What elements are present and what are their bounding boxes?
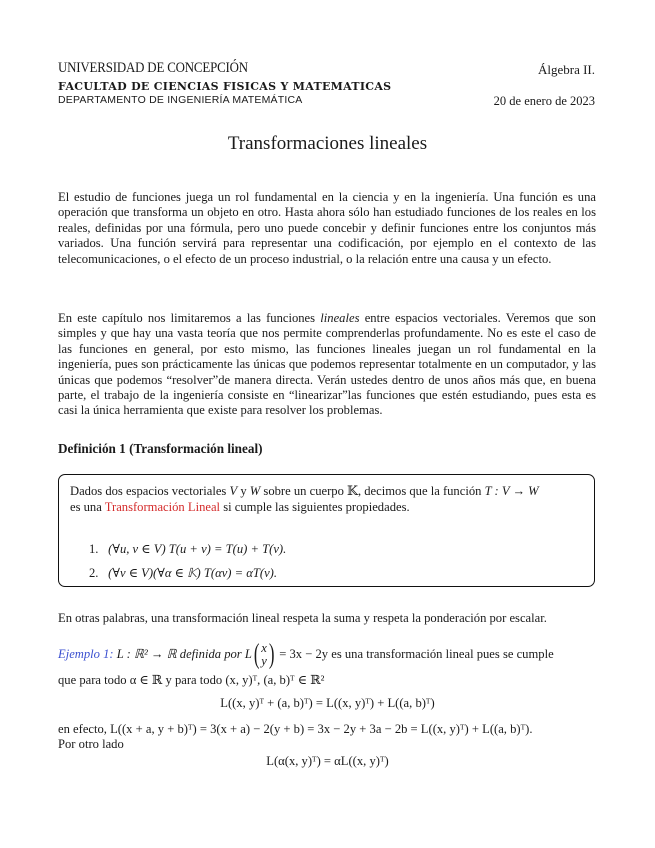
example-line (58, 641, 598, 669)
example-text: = 3x − 2y es una transformación lineal pues se cumple (276, 646, 554, 661)
university-name: UNIVERSIDAD DE CONCEPCIÓN (58, 60, 248, 76)
property-number: 1. (89, 542, 99, 556)
paragraph-text: En este capítulo nos limitaremos a las funciones (58, 311, 321, 325)
definition-text: y (237, 484, 250, 498)
definition-heading: Definición 1 (Transformación lineal) (58, 441, 263, 456)
property-item (89, 561, 286, 585)
paragraph-text: entre espacios vectoriales. Veremos que son simples y que hay una vasta teoría que nos permite comprenderlas profundamente. No es este el caso de las funciones en general, por esto mismo, las funciones lineales juegan un rol fundamental en la ingeniería, pues son prácticamente las únicas que podemos representar totalmente en un computador, y las únicas que podemos “resolver”de manera directa. Verán ustedes dentro de unos años más que, en buena parte, el trabajo de la ingeniería consiste en “linearizar”las funciones que estén estudiando, pues esta es casi la única herramienta que existe para resolver los problemas. (58, 311, 596, 418)
course-name: Álgebra II. (537, 62, 595, 77)
property-text: (∀v ∈ V)(∀α ∈ 𝕂) T(αv) = αT(v). (108, 566, 278, 580)
definition-text: Dados dos espacios vectoriales (70, 484, 230, 498)
department-name: DEPARTAMENTO DE INGENIERÍA MATEMÁTICA (58, 94, 303, 106)
properties-list (89, 537, 286, 585)
transition-text: Por otro lado (58, 737, 124, 751)
definition-text: es una (70, 500, 105, 514)
example-text: L : ℝ² → ℝ definida por L (113, 646, 252, 661)
definition-box (58, 474, 595, 587)
property-number: 2. (89, 566, 99, 580)
property-item (89, 537, 286, 561)
vector-top: x (261, 641, 267, 655)
definition-intro (70, 483, 582, 515)
emphasis-lineales: lineales (320, 311, 360, 325)
equation-additivity: L((x, y)ᵀ + (a, b)ᵀ) = L((x, y)ᵀ) + L((a, b)ᵀ) (220, 696, 435, 710)
left-paren: ( (253, 639, 260, 670)
faculty-name: FACULTAD DE CIENCIAS FISICAS Y MATEMATICAS (58, 80, 392, 93)
page-title: Transformaciones lineales (227, 133, 428, 154)
document-date: 20 de enero de 2023 (493, 94, 595, 108)
definition-text: si cumple las siguientes propiedades. (220, 500, 410, 514)
property-text: (∀u, v ∈ V) T(u + v) = T(u) + T(v). (108, 542, 287, 556)
math-function: T : V → W (484, 484, 539, 498)
math-v: V (229, 484, 238, 498)
equation-homogeneity: L(α(x, y)ᵀ) = αL((x, y)ᵀ) (266, 754, 389, 768)
example-label: Ejemplo 1: (58, 646, 114, 661)
right-paren: ) (268, 639, 275, 670)
linear-transformation-term: Transformación Lineal (104, 500, 221, 514)
summary-sentence: En otras palabras, una transformación lineal respeta la suma y respeta la ponderación por escalar. (58, 611, 547, 625)
example-condition: que para todo α ∈ ℝ y para todo (x, y)ᵀ, (a, b)ᵀ ∈ ℝ² (58, 673, 325, 687)
column-vector (261, 642, 267, 668)
math-w: W (249, 484, 261, 498)
proof-line: en efecto, L((x + a, y + b)ᵀ) = 3(x + a) − 2(y + b) = 3x − 2y + 3a − 2b = L((x, y)ᵀ) + L((a, b)ᵀ). (58, 722, 533, 736)
intro-paragraph: El estudio de funciones juega un rol fundamental en la ciencia y en la ingeniería. Una función es una operación que transforma un objeto en otro. Hasta ahora sólo han estudiado funciones de los reales en los reales, definidas por una fórmula, pero uno puede concebir y definir funciones entre los conjuntos más variados. Una función servirá para representar una codificación, por ejemplo en el contexto de las telecomunicaciones, o el efecto de un proceso industrial, o la relación entre una causa y un efecto. (58, 190, 596, 266)
chapter-paragraph (58, 311, 596, 419)
vector-bottom: y (261, 654, 267, 668)
definition-text: sobre un cuerpo 𝕂, decimos que la función (260, 484, 485, 498)
